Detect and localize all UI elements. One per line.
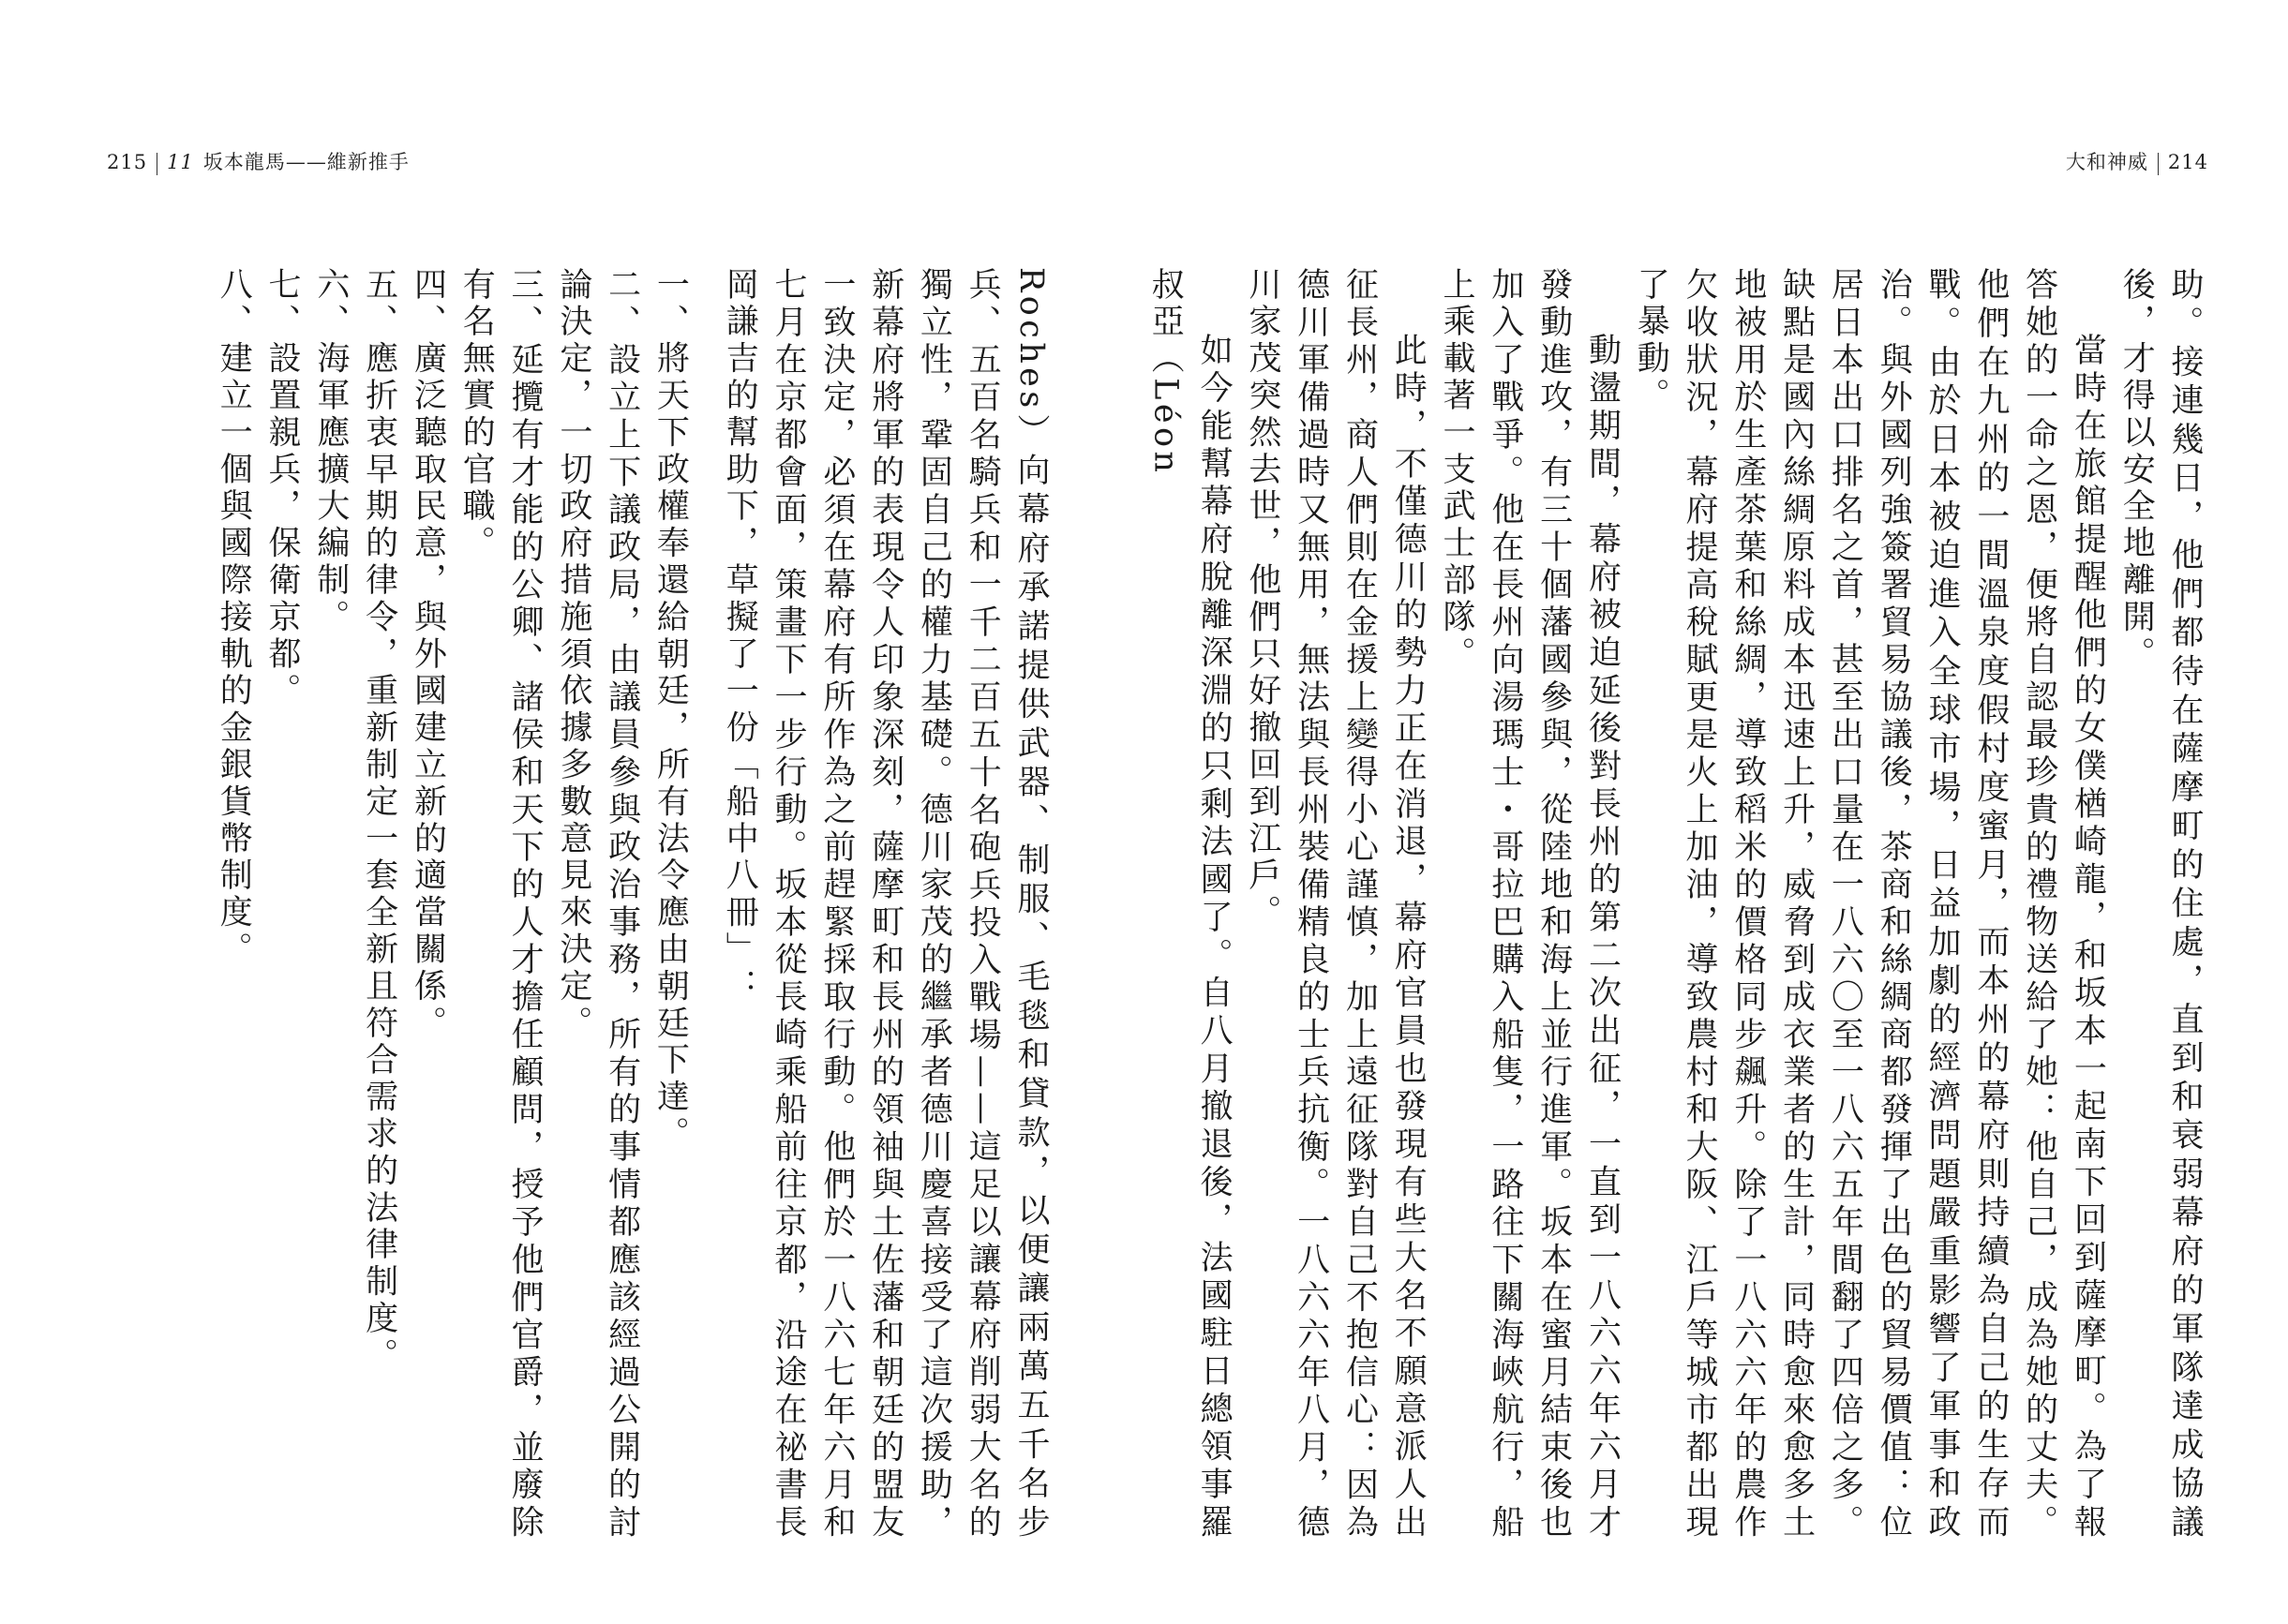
right-page-number: 214 bbox=[2167, 151, 2208, 173]
list-marker: 一、 bbox=[651, 267, 690, 341]
right-page-body bbox=[1146, 267, 2208, 1542]
body-paragraph: Roches）向幕府承諾提供武器、制服、毛毯和貸款，以便讓兩萬五千名步兵、五百名騎兵和一千二百五十名砲兵投入戰場——這足以讓幕府削弱大名的獨立性，鞏固自己的權力基礎。德川家茂的繼承者德川慶喜接受了這次援助，新幕府將軍的表現令人印象深刻，薩摩町和長州的領袖與土佐藩和朝廷的盟友一致決定，必須在幕府有所作為之前趕緊採取行動。他們於一八六七年六月和七月在京都會面，策畫下一步行動。坂本從長崎乘船前往京都，沿途在祕書長岡謙吉的幫助下，草擬了一份「船中八冊」： bbox=[721, 267, 1050, 1542]
list-item bbox=[646, 267, 695, 1542]
list-text: 建立一個與國際接軌的金銀貨幣制度。 bbox=[215, 340, 253, 969]
list-item bbox=[451, 267, 548, 1542]
list-item bbox=[403, 267, 452, 1542]
list-marker: 四、 bbox=[409, 267, 447, 341]
list-text: 廣泛聽取民意，與外國建立新的適當關係。 bbox=[409, 340, 447, 1043]
chapter-title: 坂本龍馬——維新推手 bbox=[202, 151, 410, 173]
right-running-header bbox=[2066, 148, 2208, 176]
list-text: 設立上下議政局，由議員參與政治事務，所有的事情都應該經過公開的討論決定，一切政府措施須依據多數意見來決定。 bbox=[554, 267, 641, 1542]
left-running-header bbox=[107, 148, 410, 176]
list-text: 應折衷早期的律令，重新制定一套全新且符合需求的法律制度。 bbox=[360, 340, 398, 1376]
body-paragraph: 助。接連幾日，他們都待在薩摩町的住處，直到和衰弱幕府的軍隊達成協議後，才得以安全地離開。 bbox=[2117, 267, 2204, 1542]
list-marker: 八、 bbox=[215, 267, 253, 341]
body-paragraph: 當時在旅館提醒他們的女僕楢崎龍，和坂本一起南下回到薩摩町。為了報答她的一命之恩，便將自認最珍貴的禮物送給了她：他自己，成為她的丈夫。他們在九州的一間溫泉度假村度蜜月，而本州的幕府則持續為自己的生存而戰。由於日本被迫進入全球市場，日益加劇的經濟問題嚴重影響了軍事和政治。與外國列強簽署貿易協議後，茶商和絲綢商都發揮了出色的貿易價值：位居日本出口排名之首，甚至出口量在一八六〇至一八六五年間翻了四倍之多。缺點是國內絲綢原料成本迅速上升，威脅到成衣業者的生計，同時愈來愈多土地被用於生產茶葉和絲綢，導致稻米的價格同步飆升。除了一八六六年的農作欠收狀況，幕府提高稅賦更是火上加油，導致農村和大阪、江戶等城市都出現了暴動。 bbox=[1632, 267, 2107, 1542]
list-marker: 三、 bbox=[506, 267, 545, 343]
list-marker: 二、 bbox=[603, 267, 641, 343]
list-text: 將天下政權奉還給朝廷，所有法令應由朝廷下達。 bbox=[651, 340, 690, 1154]
list-marker: 六、 bbox=[311, 267, 350, 341]
list-marker: 五、 bbox=[360, 267, 398, 341]
body-paragraph: 如今能幫幕府脫離深淵的只剩法國了。自八月撤退後，法國駐日總領事羅叔亞（Léon bbox=[1146, 267, 1234, 1542]
right-page bbox=[1144, 0, 2288, 1624]
list-marker: 七、 bbox=[263, 267, 302, 341]
list-text: 設置親兵，保衛京都。 bbox=[263, 340, 302, 710]
list-item bbox=[208, 267, 257, 1542]
list-item bbox=[354, 267, 403, 1542]
list-text: 海軍應擴大編制。 bbox=[311, 340, 350, 637]
chapter-number: 11 bbox=[167, 151, 194, 173]
left-page-number: 215 bbox=[107, 151, 148, 173]
list-item bbox=[257, 267, 306, 1542]
eight-point-plan-list bbox=[208, 267, 694, 1542]
body-paragraph: 此時，不僅德川的勢力正在消退，幕府官員也發現有些大名不願意派人出征長州，商人們則在金援上變得小心謹慎，加上遠征隊對自己不抱信心：因為德川軍備過時又無用，無法與長州裝備精良的士兵抗衡。一八六六年八月，德川家茂突然去世，他們只好撤回到江戶。 bbox=[1243, 267, 1428, 1542]
body-paragraph: 動盪期間，幕府被迫延後對長州的第二次出征，一直到一八六六年六月才發動進攻，有三十個藩國參與，從陸地和海上並行進軍。坂本在蜜月結束後也加入了戰爭。他在長州向湯瑪士・哥拉巴購入船隻，一路往下關海峽航行，船上乘載著一支武士部隊。 bbox=[1438, 267, 1622, 1542]
header-divider bbox=[2158, 153, 2159, 175]
left-page-body bbox=[98, 267, 1054, 1542]
list-text: 延攬有才能的公卿、諸侯和天下的人才擔任顧問，授予他們官爵，並廢除有名無實的官職。 bbox=[457, 267, 545, 1542]
book-title: 大和神威 bbox=[2065, 151, 2148, 173]
list-item bbox=[548, 267, 646, 1542]
list-item bbox=[306, 267, 354, 1542]
